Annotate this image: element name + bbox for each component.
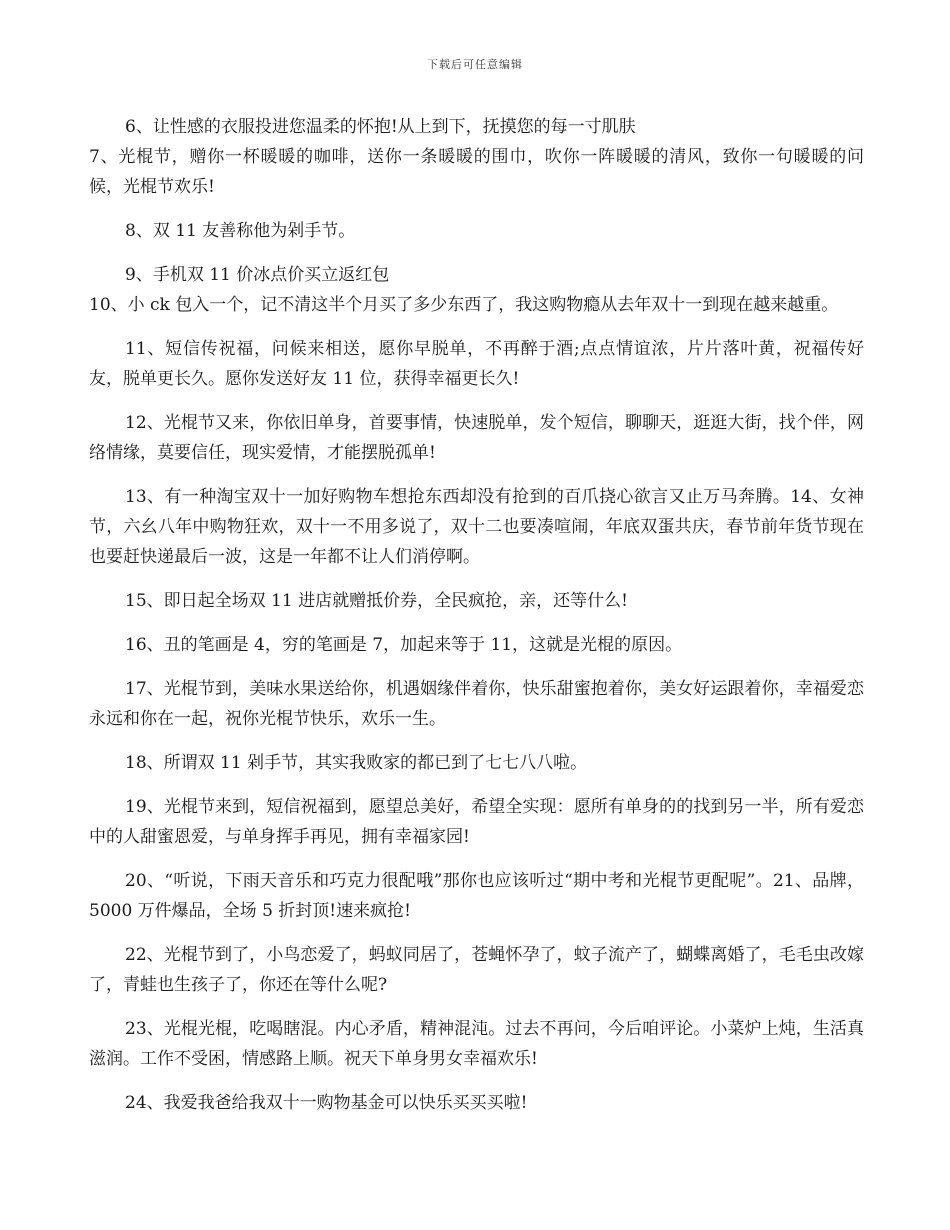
paragraph-8: 8、双 11 友善称他为剁手节。 xyxy=(125,221,356,241)
paragraph-6: 6、让性感的衣服投进您温柔的怀抱!从上到下，抚摸您的每一寸肌肤 xyxy=(125,117,636,137)
paragraph-11: 11、短信传祝福，问候来相送，愿你早脱单，不再醉于酒;点点情谊浓，片片落叶黄，祝福传好友，脱单更长久。愿你发送好友 11 位，获得幸福更长久! xyxy=(89,339,864,389)
document-body xyxy=(89,112,864,1118)
paragraph-13-14: 13、有一种淘宝双十一加好购物车想抢东西却没有抢到的百爪挠心欲言又止万马奔腾。14、女神节，六幺八年中购物狂欢，双十一不用多说了，双十二也要凑喧闹，年底双蛋共庆，春节前年货节现在也要赶快递最后一波，这是一年都不让人们消停啊。 xyxy=(89,487,864,567)
paragraph-18: 18、所谓双 11 剁手节，其实我败家的都已到了七七八八啦。 xyxy=(125,753,588,773)
paragraph-23: 23、光棍光棍，吃喝瞎混。内心矛盾，精神混沌。过去不再问，今后咱评论。小菜炉上炖，生活真滋润。工作不受困，情感路上顺。祝天下单身男女幸福欢乐! xyxy=(89,1019,864,1069)
paragraph-9: 9、手机双 11 价冰点价买立返红包 xyxy=(125,265,390,285)
page-header: 下载后可任意编辑 xyxy=(427,58,523,71)
paragraph-17: 17、光棍节到，美味水果送给你，机遇姻缘伴着你，快乐甜蜜抱着你，美女好运跟着你，幸福爱恋永远和你在一起，祝你光棍节快乐，欢乐一生。 xyxy=(89,679,864,729)
paragraph-22: 22、光棍节到了，小鸟恋爱了，蚂蚁同居了，苍蝇怀孕了，蚊子流产了，蝴蝶离婚了，毛毛虫改嫁了，青蛙也生孩子了，你还在等什么呢? xyxy=(89,945,864,995)
paragraph-7: 7、光棍节，赠你一杯暖暖的咖啡，送你一条暖暖的围巾，吹你一阵暖暖的清风，致你一句暖暖的问候，光棍节欢乐! xyxy=(89,147,864,197)
paragraph-15: 15、即日起全场双 11 进店就赠抵价券，全民疯抢，亲，还等什么! xyxy=(125,591,628,611)
paragraph-24: 24、我爱我爸给我双十一购物基金可以快乐买买买啦! xyxy=(125,1093,528,1113)
paragraph-12: 12、光棍节又来，你依旧单身，首要事情，快速脱单，发个短信，聊聊天，逛逛大街，找个伴，网络情缘，莫要信任，现实爱情，才能摆脱孤单! xyxy=(89,413,864,463)
paragraph-19: 19、光棍节来到，短信祝福到，愿望总美好，希望全实现：愿所有单身的的找到另一半，所有爱恋中的人甜蜜恩爱，与单身挥手再见，拥有幸福家园! xyxy=(89,797,864,847)
paragraph-10: 10、小 ck 包入一个，记不清这半个月买了多少东西了，我这购物瘾从去年双十一到现在越来越重。 xyxy=(89,295,839,315)
paragraph-16: 16、丑的笔画是 4，穷的笔画是 7，加起来等于 11，这就是光棍的原因。 xyxy=(125,635,683,655)
paragraph-20-21: 20、“听说，下雨天音乐和巧克力很配哦”那你也应该听过“期中考和光棍节更配呢”。21、品牌，5000 万件爆品，全场 5 折封顶!速来疯抢! xyxy=(89,871,864,921)
